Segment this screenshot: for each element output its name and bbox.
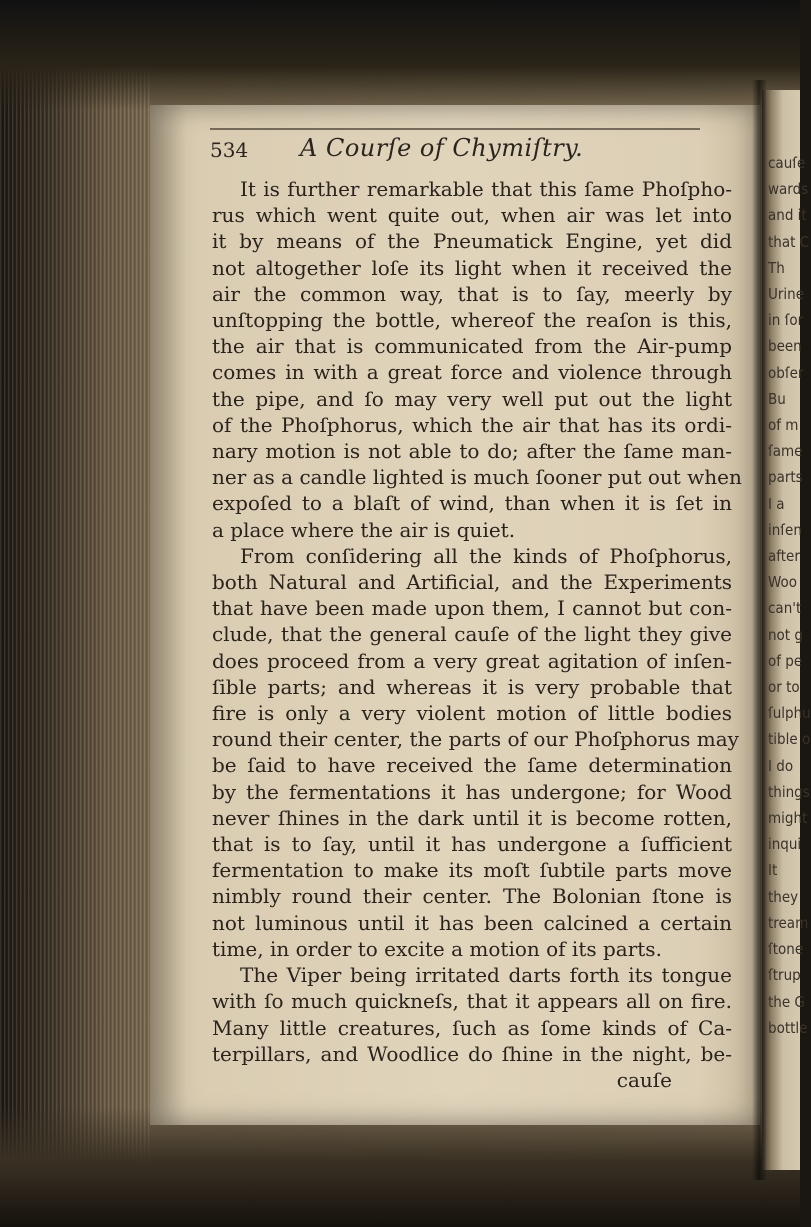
running-head: A Courſe of Chymiſtry. bbox=[300, 134, 584, 162]
edge-word: that C bbox=[768, 232, 810, 251]
edge-word: tible o bbox=[768, 730, 811, 749]
text-line: does proceed from a very great agitation of inſen- bbox=[212, 648, 732, 673]
text-line: time, in order to excite a motion of its parts. bbox=[212, 936, 662, 961]
text-line: It is further remarkable that this ſame Phoſpho- bbox=[240, 177, 732, 201]
edge-word: and it bbox=[768, 206, 807, 225]
page-number: 534 bbox=[210, 138, 249, 162]
edge-word: I do bbox=[768, 756, 794, 775]
text-line: The Viper being irritated darts forth its tongue bbox=[240, 963, 732, 988]
edge-word: parts bbox=[768, 468, 803, 487]
edge-word: after bbox=[768, 547, 800, 566]
edge-word: tream bbox=[768, 913, 809, 932]
text-line: by the fermentations it has undergone; for Wood bbox=[212, 779, 732, 804]
header-rule bbox=[210, 128, 700, 130]
edge-word: inſen bbox=[768, 520, 802, 539]
edge-word: of m bbox=[768, 416, 799, 435]
edge-word: cauſe bbox=[768, 154, 806, 172]
text-line: air the common way, that is to ſay, meerly by bbox=[212, 281, 732, 306]
book-fore-edge bbox=[0, 0, 150, 1227]
edge-word: Urine bbox=[768, 285, 805, 304]
text-line: terpillars, and Woodlice do ſhine in the night, be- bbox=[212, 1041, 732, 1066]
text-line: be ſaid to have received the ſame determination bbox=[212, 753, 732, 778]
text-line: rus which went quite out, when air was let into bbox=[212, 203, 732, 228]
text-line: round their center, the parts of our Phoſphorus may bbox=[212, 727, 739, 752]
text-line: ſible parts; and whereas it is very probable that bbox=[212, 674, 732, 699]
edge-word: or to bbox=[768, 678, 800, 697]
text-line: the pipe, and ſo may very well put out the light bbox=[212, 386, 732, 411]
text-line: expoſed to a blaſt of wind, than when it is ſet in bbox=[212, 491, 732, 516]
top-shadow bbox=[0, 0, 800, 110]
text-line: not altogether loſe its light when it received the bbox=[212, 255, 732, 280]
edge-word: bottle bbox=[768, 1018, 808, 1037]
text-line: that have been made upon them, I cannot but con- bbox=[212, 596, 732, 621]
edge-word: Th bbox=[768, 258, 785, 277]
edge-word: been bbox=[768, 337, 802, 356]
text-line: nimbly round their center. The Bolonian ſtone is bbox=[212, 884, 732, 909]
page-header bbox=[210, 134, 710, 168]
edge-word: they bbox=[768, 887, 799, 906]
bottom-shadow bbox=[0, 1107, 800, 1227]
page-gutter bbox=[752, 80, 766, 1180]
edge-word: Woo bbox=[768, 573, 797, 592]
text-line: never ſhines in the dark until it is become rotten, bbox=[212, 805, 732, 830]
edge-word: I a bbox=[768, 494, 785, 513]
catchword: cauſe bbox=[616, 1067, 672, 1092]
text-line: fire is only a very violent motion of little bodies bbox=[212, 701, 732, 726]
edge-word: obſer bbox=[768, 363, 804, 382]
edge-word: might bbox=[768, 809, 808, 828]
edge-word: the G bbox=[768, 992, 805, 1011]
text-line: the air that is communicated from the Air-pump bbox=[212, 334, 732, 359]
text-line: From conſidering all the kinds of Phoſphorus, bbox=[240, 543, 732, 568]
edge-word: in ſor bbox=[768, 311, 804, 330]
edge-word: ſtone bbox=[768, 940, 804, 959]
edge-word: Bu bbox=[768, 389, 786, 408]
text-line: that is to ſay, until it has undergone a ſufficient bbox=[212, 832, 732, 857]
text-line: of the Phoſphorus, which the air that has its ordi- bbox=[212, 412, 732, 437]
text-line: a place where the air is quiet. bbox=[212, 517, 516, 542]
text-line: comes in with a great force and violence through bbox=[212, 360, 732, 385]
text-line: it by means of the Pneumatick Engine, yet did bbox=[212, 229, 732, 254]
text-line: Many little creatures, ſuch as ſome kinds of Ca- bbox=[212, 1015, 732, 1040]
edge-word: things bbox=[768, 782, 810, 801]
edge-word: inqui bbox=[768, 835, 802, 854]
text-line: ner as a candle lighted is much ſooner put out when bbox=[212, 465, 742, 490]
edge-word: It bbox=[768, 861, 778, 880]
edge-word: not g bbox=[768, 625, 803, 644]
text-line: both Natural and Artificial, and the Experiments bbox=[212, 570, 732, 595]
edge-word: of pe bbox=[768, 651, 803, 670]
edge-word: can't bbox=[768, 599, 802, 618]
text-line: with ſo much quickneſs, that it appears all on fire. bbox=[212, 989, 732, 1014]
text-line: fermentation to make its moſt ſubtile parts move bbox=[212, 858, 732, 883]
text-line: nary motion is not able to do; after the ſame man- bbox=[212, 439, 732, 464]
edge-word: ſtrup bbox=[768, 966, 801, 985]
edge-word: wards bbox=[768, 180, 809, 199]
text-line: clude, that the general cauſe of the light they give bbox=[212, 622, 732, 647]
edge-word: ſulphu bbox=[768, 704, 811, 723]
next-page-text bbox=[768, 150, 811, 1041]
edge-word: ſame bbox=[768, 442, 803, 461]
text-line: not luminous until it has been calcined a certain bbox=[212, 910, 732, 935]
body-text bbox=[212, 176, 742, 1093]
text-line: unſtopping the bottle, whereof the reaſon is this, bbox=[212, 308, 732, 333]
